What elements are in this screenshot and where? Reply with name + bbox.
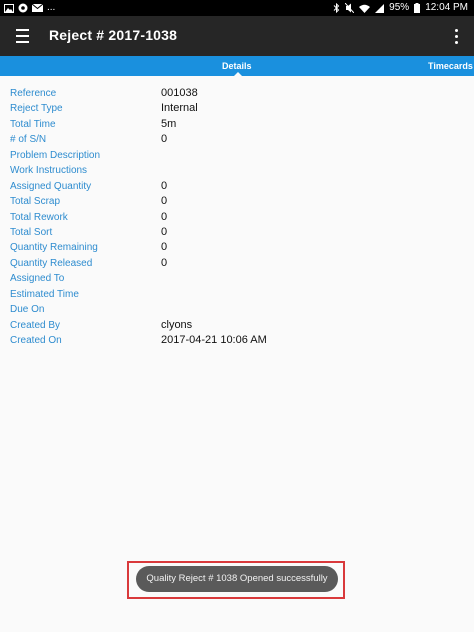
detail-value: 001038: [161, 87, 198, 99]
detail-value: 0: [161, 256, 168, 269]
tab-details[interactable]: Details: [222, 61, 252, 71]
detail-label: Quantity Remaining: [10, 242, 98, 254]
detail-value: 0: [161, 225, 168, 238]
battery-icon: [414, 3, 420, 13]
page-title: Reject # 2017-1038: [49, 27, 178, 43]
detail-value: 5m: [161, 117, 177, 130]
signal-icon: [375, 4, 384, 13]
detail-label: Assigned To: [10, 273, 65, 285]
detail-value: 0: [161, 241, 168, 254]
detail-label: Total Time: [10, 118, 56, 130]
detail-value: 2017-04-21 10:06 AM: [161, 334, 267, 346]
detail-label: Created On: [10, 335, 62, 346]
tab-timecards[interactable]: Timecards: [428, 61, 473, 71]
detail-value: 0: [161, 133, 168, 146]
status-right-icons: [333, 0, 468, 16]
detail-row-due-on: [0, 302, 474, 317]
detail-value: Internal: [161, 102, 198, 115]
hamburger-menu-icon[interactable]: [10, 24, 34, 48]
app-bar: [0, 16, 474, 56]
tab-bar: [0, 56, 474, 76]
detail-value: 0: [161, 195, 168, 208]
clock: 12:04 PM: [425, 2, 468, 13]
image-icon: [4, 4, 14, 13]
detail-row-total-rework: [0, 210, 474, 225]
detail-label: # of S/N: [10, 134, 47, 146]
status-bar: [0, 0, 474, 16]
bluetooth-icon: [333, 3, 340, 13]
detail-row-estimated-time: [0, 287, 474, 302]
detail-row-assigned-quantity: [0, 179, 474, 194]
selected-tab-indicator: [234, 72, 242, 76]
mail-icon: [32, 4, 43, 12]
detail-row-quantity-released: [0, 256, 474, 271]
detail-value: 0: [161, 179, 168, 192]
detail-label: Quantity Released: [10, 257, 93, 269]
detail-label: Reject Type: [10, 103, 63, 115]
more-vert-icon[interactable]: [448, 24, 464, 48]
battery-percent: 95%: [389, 2, 410, 13]
detail-label: Work Instructions: [10, 165, 88, 177]
detail-row-total-scrap: [0, 194, 474, 209]
detail-row-total-sort: [0, 225, 474, 240]
mute-icon: [345, 3, 354, 13]
detail-row-work-instructions: [0, 163, 474, 178]
detail-row-total-time: [0, 117, 474, 132]
detail-label: Total Sort: [10, 226, 53, 238]
chrome-icon: [18, 3, 28, 13]
detail-row-reference: [0, 86, 474, 101]
wifi-icon: [359, 4, 370, 13]
detail-label: Estimated Time: [10, 288, 79, 300]
details-list: [0, 86, 474, 348]
detail-row-created-on: [0, 333, 474, 348]
detail-label: Total Scrap: [10, 196, 61, 208]
detail-value: 0: [161, 210, 168, 223]
toast-message: Quality Reject # 1038 Opened successfully: [136, 566, 338, 592]
detail-label: Reference: [10, 88, 57, 99]
detail-label: Created By: [10, 319, 61, 331]
detail-label: Total Rework: [10, 211, 68, 223]
detail-label: Problem Description: [10, 149, 101, 161]
more-notifications-indicator: ...: [47, 2, 56, 13]
detail-label: Due On: [10, 304, 45, 316]
detail-value: clyons: [161, 318, 193, 331]
detail-row-quantity-remaining: [0, 240, 474, 255]
detail-row-sn-count: [0, 132, 474, 147]
detail-label: Assigned Quantity: [10, 180, 92, 192]
detail-row-problem-description: [0, 148, 474, 163]
detail-row-reject-type: [0, 101, 474, 116]
detail-row-assigned-to: [0, 271, 474, 286]
detail-row-created-by: [0, 318, 474, 333]
status-left-icons: [4, 0, 55, 16]
